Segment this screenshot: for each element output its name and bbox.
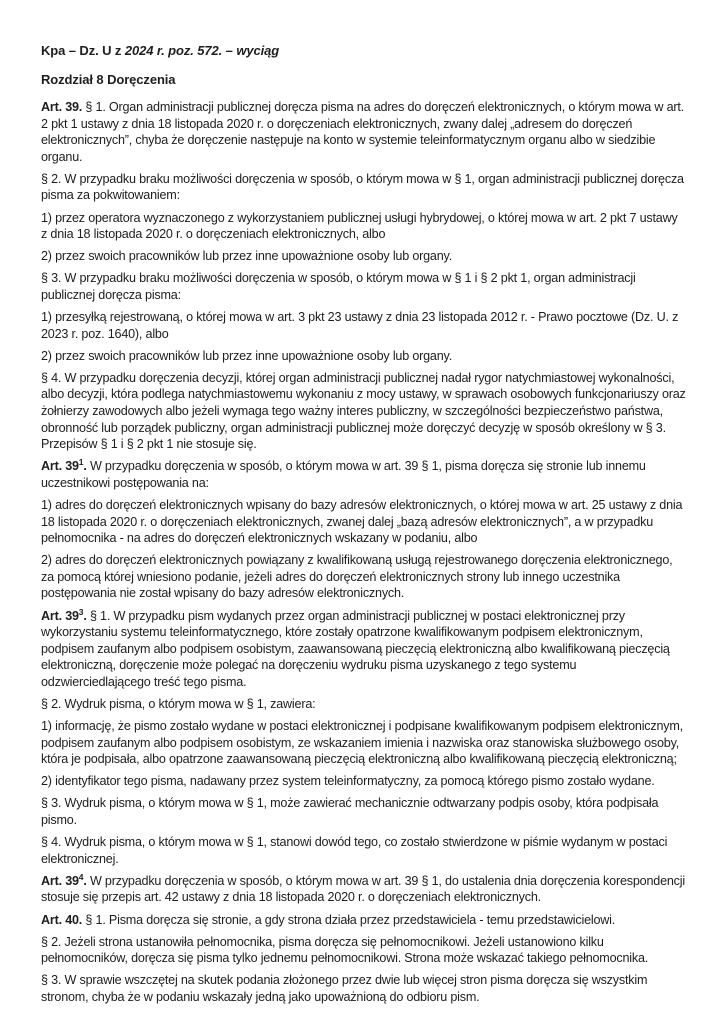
paragraph xyxy=(41,458,686,491)
paragraph-text: 2) adres do doręczeń elektronicznych powiązany z kwalifikowaną usługą rejestrowanego doręczenia elektronicznego, za pomocą której wniesiono podanie, jeżeli adres do doręczeń elektronicznych strony lub innego uczestnika postępowania nie został wpisany do bazy adresów elektronicznych. xyxy=(41,553,673,601)
paragraph-text: § 3. W przypadku braku możliwości doręczenia w sposób, o którym mowa w § 1 i § 2 pkt 1, organ administracji publicznej doręcza pisma: xyxy=(41,271,636,302)
paragraph-text: § 4. Wydruk pisma, o którym mowa w § 1, stanowi dowód tego, co zostało stwierdzone w piśmie wydanym w postaci elektronicznej. xyxy=(41,835,668,866)
paragraph xyxy=(41,497,686,547)
paragraph xyxy=(41,873,686,906)
paragraph xyxy=(41,99,686,165)
paragraph xyxy=(41,834,686,867)
article-number-end: . xyxy=(83,873,87,888)
paragraph-text: 1) informację, że pismo zostało wydane w postaci elektronicznej i podpisane kwalifikowanym podpisem elektronicznym, podpisem zaufanym albo podpisem osobistym, ze wskazaniem imienia i nazwiska oraz stanowiska służbowego osoby, która je podpisała, albo opatrzone zaawansowaną pieczęcią elektroniczną albo kwalifikowaną pieczęcią elektroniczną; xyxy=(41,719,683,767)
paragraph xyxy=(41,348,686,365)
paragraph xyxy=(41,370,686,453)
article-number: Art. 39 xyxy=(41,608,79,623)
paragraph-text: 2) przez swoich pracowników lub przez inne upoważnione osoby lub organy. xyxy=(41,249,452,264)
paragraph-text: 2) przez swoich pracowników lub przez inne upoważnione osoby lub organy. xyxy=(41,348,452,363)
paragraph-text: § 1. Pisma doręcza się stronie, a gdy strona działa przez przedstawiciela - temu przedstawicielowi. xyxy=(82,912,616,927)
paragraph-text: W przypadku doręczenia w sposób, o którym mowa w art. 39 § 1, pisma doręcza się stronie lub innemu uczestnikowi postępowania na: xyxy=(41,459,646,490)
article-number: Art. 39 xyxy=(41,873,79,888)
paragraph-text: § 2. W przypadku braku możliwości doręczenia w sposób, o którym mowa w § 1, organ administracji publicznej doręcza pisma za pokwitowaniem: xyxy=(41,171,684,203)
paragraph xyxy=(41,608,686,691)
paragraph-text: § 3. Wydruk pisma, o którym mowa w § 1, może zawierać mechanicznie odtwarzany podpis osoby, która podpisała pismo. xyxy=(41,796,659,828)
paragraph xyxy=(41,795,686,828)
paragraph xyxy=(41,171,686,204)
paragraph-text: § 2. Jeżeli strona ustanowiła pełnomocnika, pisma doręcza się pełnomocnikowi. Jeżeli ustanowiono kilku pełnomocników, doręcza się pisma tylko jednemu pełnomocnikowi. Strona może wskazać takiego pełnomocnika. xyxy=(41,934,649,966)
article-number: Art. 39 xyxy=(41,459,79,474)
paragraph-text: § 4. W przypadku doręczenia decyzji, której organ administracji publicznej nadał rygor natychmiastowej wykonalności, albo decyzji, która podlega natychmiastowemu wykonaniu z mocy ustawy, w sprawach osobowych funkcjonariuszy oraz żołnierzy zawodowych albo jeżeli wymaga tego ważny interes publiczny, w szczególności bezpieczeństwo państwa, obronność lub porządek publiczny, organ administracji publicznej może doręczyć decyzję w sposób określony w § 3. Przepisów § 1 i § 2 pkt 1 nie stosuje się. xyxy=(41,370,686,452)
paragraph-text: 2) identyfikator tego pisma, nadawany przez system teleinformatyczny, za pomocą którego pismo zostało wydane. xyxy=(41,774,655,789)
article-superscript: 4 xyxy=(78,871,84,882)
paragraph-text: 1) adres do doręczeń elektronicznych wpisany do bazy adresów elektronicznych, o której mowa w art. 25 ustawy z dnia 18 listopada 2020 r. o doręczeniach elektronicznych, zwanej dalej „bazą adresów elektronicznych”, a w przypadku pełnomocnika - na adres do doręczeń elektronicznych wskazany w podaniu, albo xyxy=(41,497,683,546)
paragraph xyxy=(41,934,686,967)
article-number-end: . xyxy=(83,459,87,474)
paragraph xyxy=(41,718,686,768)
paragraph-text: § 3. W sprawie wszczętej na skutek podania złożonego przez dwie lub więcej stron pisma doręcza się wszystkim stronom, chyba że w podaniu wskazały jedną jako upoważnioną do odbioru pism. xyxy=(41,973,648,1004)
paragraph-text: 1) przesyłką rejestrowaną, o której mowa w art. 3 pkt 23 ustawy z dnia 23 listopada 2012 r. - Prawo pocztowe (Dz. U. z 2023 r. poz. 1640), albo xyxy=(41,310,679,341)
paragraph-text: § 2. Wydruk pisma, o którym mowa w § 1, zawiera: xyxy=(41,697,316,711)
header-separator: – xyxy=(222,43,237,58)
paragraph xyxy=(41,773,686,790)
paragraph xyxy=(41,270,686,303)
chapter-title: Rozdział 8 Doręczenia xyxy=(41,72,176,87)
paragraph xyxy=(41,912,686,929)
article-superscript: 3 xyxy=(78,606,84,617)
paragraph xyxy=(41,972,686,1005)
header-prefix: Kpa – Dz. U z xyxy=(41,43,125,58)
paragraph-text: W przypadku doręczenia w sposób, o którym mowa w art. 39 § 1, do ustalenia dnia doręczenia korespondencji stosuje się przepis art. 42 ustawy z dnia 18 listopada 2020 r. o doręczeniach elektronicznych. xyxy=(41,873,685,905)
article-number: Art. 40. xyxy=(41,912,83,927)
paragraph-text: § 1. Organ administracji publicznej doręcza pisma na adres do doręczeń elektronicznych, o którym mowa w art. 2 pkt 1 ustawy z dnia 18 listopada 2020 r. o doręczeniach elektronicznych, zwany dalej „adresem do doręczeń elektronicznych”, chyba że doręczenie następuje na konto w systemie teleinformatycznym organu albo w siedzibie organu. xyxy=(41,100,684,164)
header-publication-ref: 2024 r. poz. 572. xyxy=(124,43,223,58)
paragraph-text: § 1. W przypadku pism wydanych przez organ administracji publicznej w postaci elektronicznej przy wykorzystaniu systemu teleinformatycznego, które zostały opatrzone kwalifikowanym podpisem elektronicznym, podpisem zaufanym albo podpisem osobistym, zaawansowaną pieczęcią elektroniczną albo kwalifikowaną pieczęcią elektroniczną, doręczenie może polegać na doręczeniu wydruku pisma uzyskanego z tego systemu odzwierciedlającego treść tego pisma. xyxy=(41,608,670,689)
article-number: Art. 39. xyxy=(41,100,83,114)
header-excerpt-label: wyciąg xyxy=(236,43,280,58)
document-header xyxy=(41,42,686,59)
paragraph-text: 1) przez operatora wyznaczonego z wykorzystaniem publicznej usługi hybrydowej, o której mowa w art. 2 pkt 7 ustawy z dnia 18 listopada 2020 r. o doręczeniach elektronicznych, albo xyxy=(41,210,678,242)
paragraph xyxy=(41,248,686,265)
article-superscript: 1 xyxy=(78,457,84,468)
paragraph xyxy=(41,696,686,713)
article-number-end: . xyxy=(83,608,87,623)
paragraph xyxy=(41,309,686,342)
paragraph xyxy=(41,210,686,243)
paragraph xyxy=(41,552,686,602)
